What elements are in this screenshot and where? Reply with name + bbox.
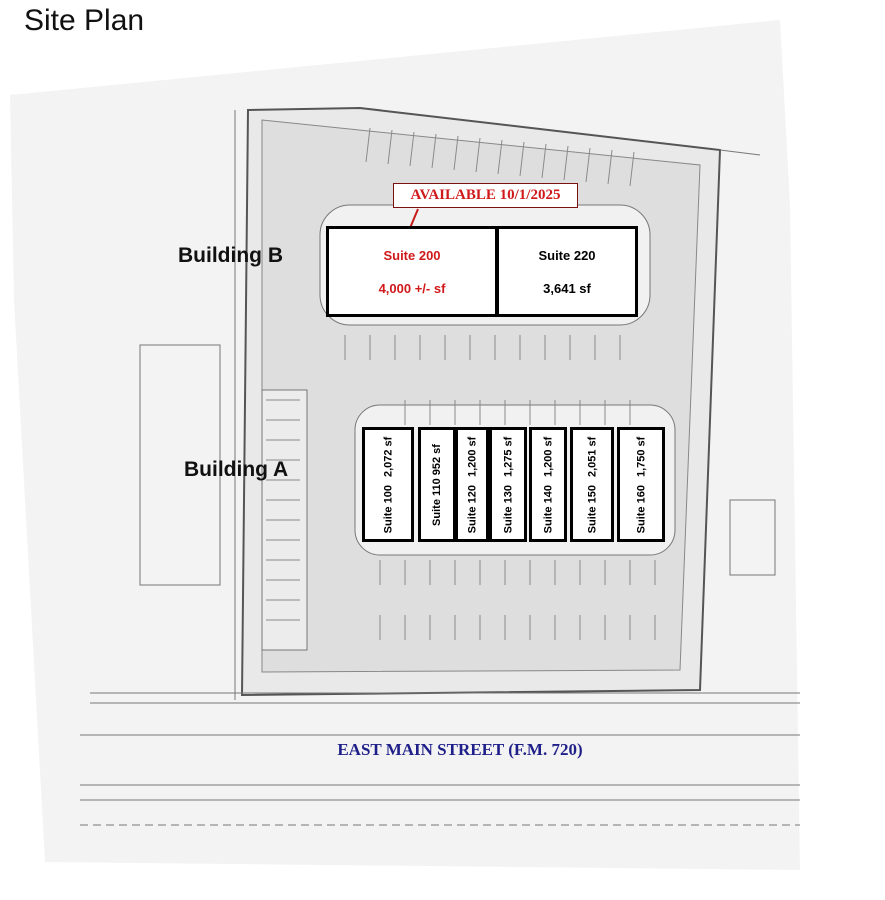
suite-size: 3,641 sf (543, 280, 591, 296)
suite-size: 1,200 sf (466, 436, 478, 477)
suite-size: 1,200 sf (542, 436, 554, 477)
suite-name: Suite 160 (635, 484, 647, 533)
suite-110[interactable] (418, 427, 456, 542)
suite-name: Suite 110 (431, 477, 443, 526)
availability-callout: AVAILABLE 10/1/2025 (393, 183, 578, 208)
suite-size: 952 sf (431, 443, 443, 475)
suite-size: 1,750 sf (635, 436, 647, 477)
suite-name: Suite 220 (538, 247, 596, 263)
suite-name: Suite 120 (466, 484, 478, 533)
suite-size: 1,275 sf (502, 436, 514, 477)
suite-150[interactable] (570, 427, 614, 542)
suite-name: Suite 100 (382, 484, 394, 533)
suite-140[interactable] (529, 427, 567, 542)
suite-size: 2,051 sf (586, 436, 598, 477)
suite-220[interactable] (496, 226, 638, 317)
suite-100[interactable] (362, 427, 414, 542)
suite-160[interactable] (617, 427, 665, 542)
building-b-label: Building B (178, 244, 283, 267)
suite-size: 4,000 +/- sf (378, 280, 446, 296)
page-title: Site Plan (24, 4, 145, 37)
building-a-label: Building A (184, 458, 289, 481)
suite-130[interactable] (489, 427, 527, 542)
suite-120[interactable] (455, 427, 489, 542)
suite-name: Suite 200 (383, 247, 441, 263)
suite-name: Suite 140 (542, 484, 554, 533)
street-label: EAST MAIN STREET (F.M. 720) (337, 740, 583, 759)
suite-size: 2,072 sf (382, 436, 394, 477)
suite-name: Suite 130 (502, 484, 514, 533)
suite-name: Suite 150 (586, 484, 598, 533)
suite-200[interactable] (326, 226, 498, 317)
